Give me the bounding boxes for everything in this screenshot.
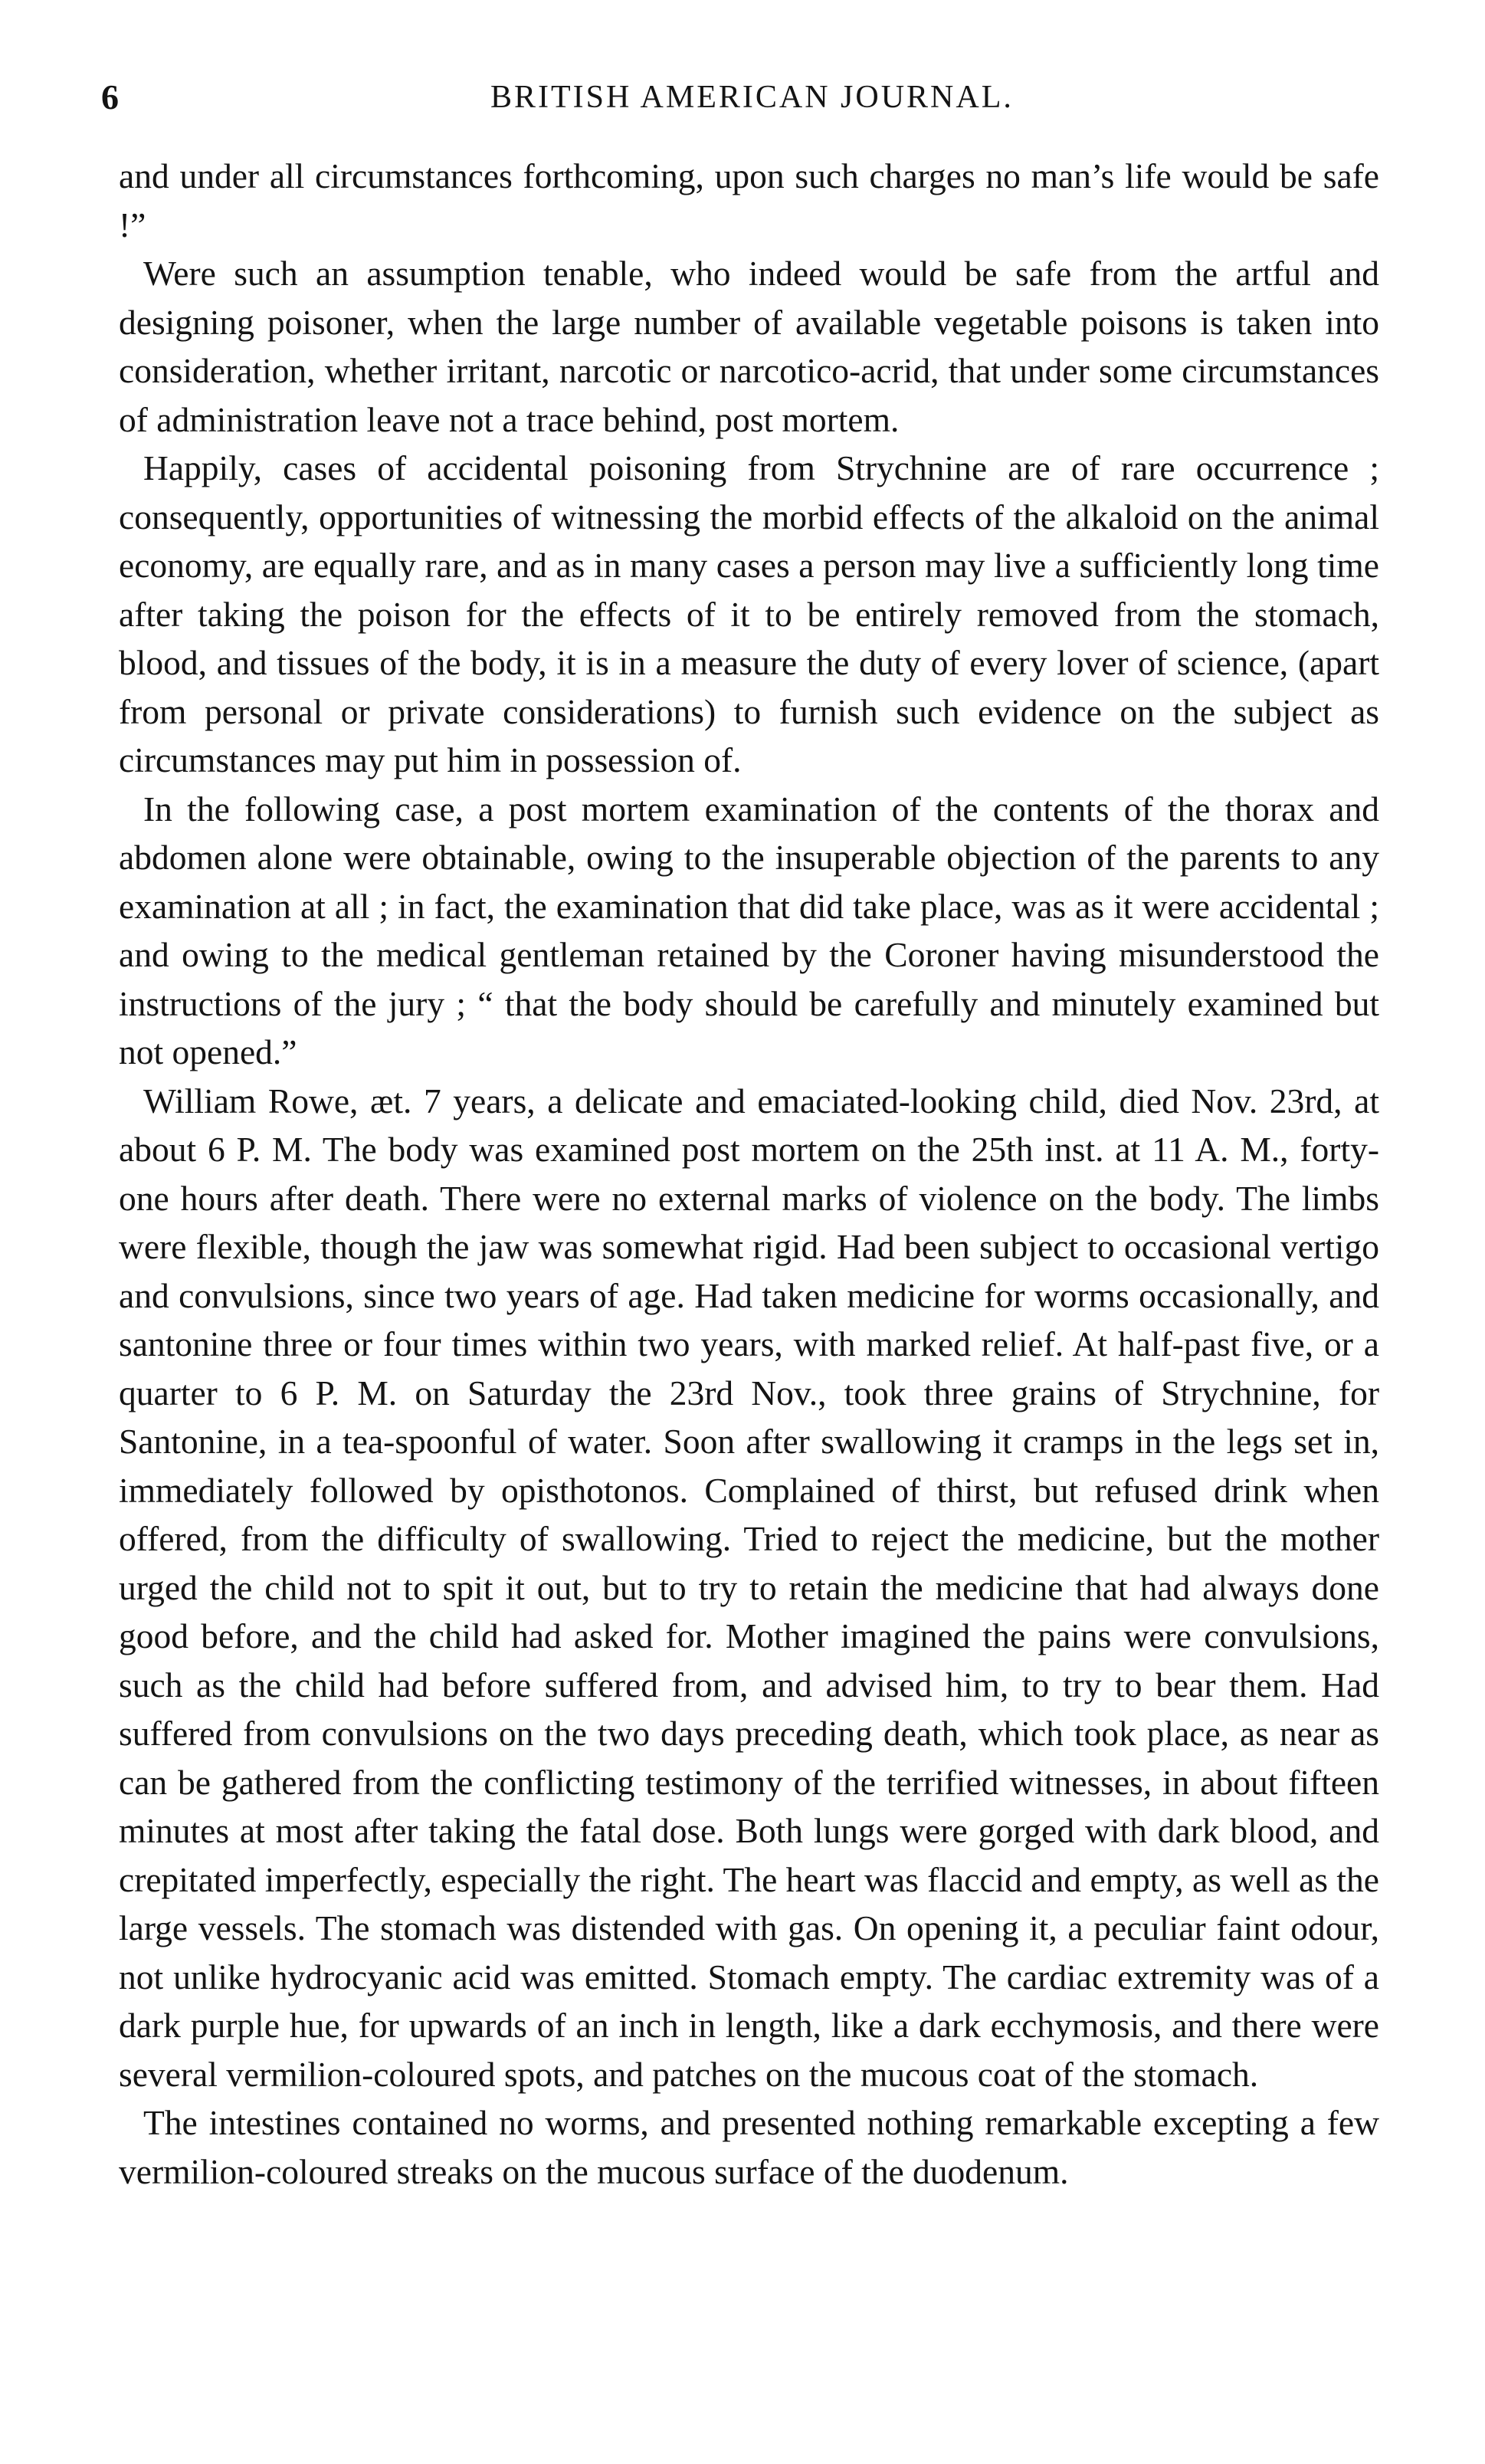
paragraph-6: The intestines contained no worms, and presented nothing remarkable excepting a few vermilion-coloured streaks on the mucous surface of the duodenum. — [119, 2103, 1379, 2191]
article-body — [119, 152, 1379, 2196]
paragraph-5: William Rowe, æt. 7 years, a delicate and emaciated-looking child, died Nov. 23rd, at about 6 P. M. The body was examined post mortem on the 25th inst. at 11 A. M., forty-one hours after death. There were no external marks of violence on the body. The limbs were flexible, though the jaw was somewhat rigid. Had been subject to occasional vertigo and convulsions, since two years of age. Had taken medicine for worms occasionally, and santonine three or four times within two years, with marked relief. At half-past five, or a quarter to 6 P. M. on Saturday the 23rd Nov., took three grains of Strychnine, for Santonine, in a tea-spoonful of water. Soon after swallowing it cramps in the legs set in, immediately followed by opisthotonos. Complained of thirst, but refused drink when offered, from the difficulty of swallowing. Tried to reject the medicine, but the mother urged the child not to spit it out, but to try to retain the medicine that had always done good before, and the child had asked for. Mother imagined the pains were convulsions, such as the child had before suffered from, and advised him, to try to bear them. Had suffered from convulsions on the two days preceding death, which took place, as near as can be gathered from the conflicting testimony of the terrified witnesses, in about fifteen minutes at most after taking the fatal dose. Both lungs were gorged with dark blood, and crepitated imperfectly, especially the right. The heart was flaccid and empty, as well as the large vessels. The stomach was distended with gas. On opening it, a peculiar faint odour, not unlike hydrocyanic acid was emitted. Stomach empty. The cardiac extremity was of a dark purple hue, for upwards of an inch in length, like a dark ecchymosis, and there were several vermilion-coloured spots, and patches on the mucous coat of the stomach. — [119, 1081, 1379, 2094]
paragraph-4: In the following case, a post mortem examination of the contents of the thorax and abdomen alone were obtainable, owing to the insuperable objection of the parents to any examination at all ; in fact, the examination that did take place, was as it were accidental ; and owing to the medical gentleman retained by the Coroner having misunderstood the instructions of the jury ; “ that the body should be carefully and minutely examined but not opened.” — [119, 789, 1379, 1071]
page-number: 6 — [101, 77, 119, 116]
paragraph-2: Were such an assumption tenable, who indeed would be safe from the artful and designing poisoner, when the large number of available vegetable poisons is taken into consideration, whether irritant, narcotic or narcotico-acrid, that under some circumstances of administration leave not a trace behind, post mortem. — [119, 254, 1379, 439]
page-header — [92, 71, 1364, 124]
running-head: BRITISH AMERICAN JOURNAL. — [490, 80, 1014, 115]
paragraph-3: Happily, cases of accidental poisoning from Strychnine are of rare occurrence ; consequently, opportunities of witnessing the morbid effects of the alkaloid on the animal economy, are equally rare, and as in many cases a person may live a sufficiently long time after taking the poison for the effects of it to be entirely removed from the stomach, blood, and tissues of the body, it is in a measure the duty of every lover of science, (apart from personal or private considerations) to furnish such evidence on the subject as circumstances may put him in possession of. — [119, 448, 1379, 779]
paragraph-1: and under all circumstances forthcoming, upon such charges no man’s life would be safe !” — [119, 156, 1379, 244]
